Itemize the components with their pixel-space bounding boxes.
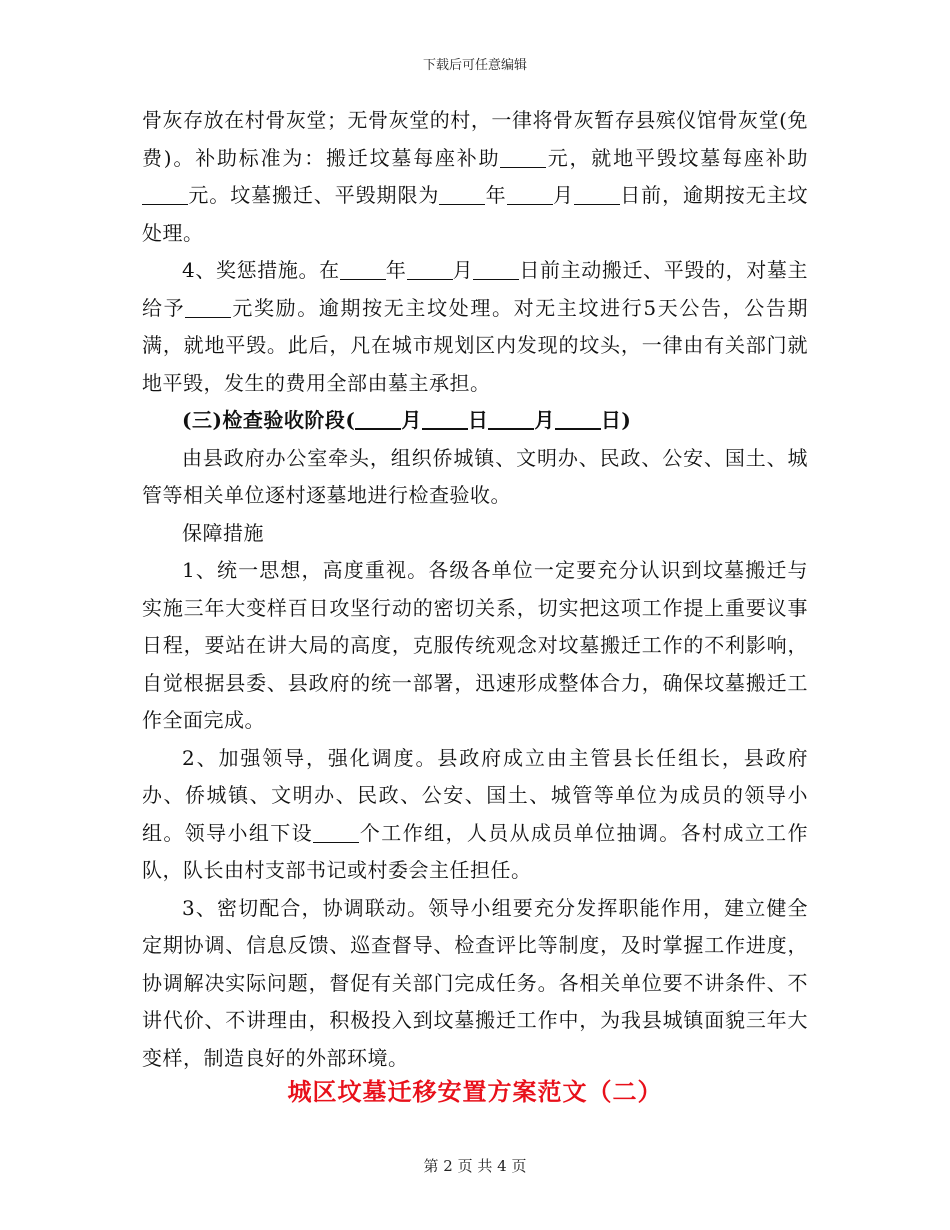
paragraph-measure-3: 3、密切配合，协调联动。领导小组要充分发挥职能作用，建立健全定期协调、信息反馈、巡查督导、检查评比等制度，及时掌握工作进度，协调解决实际问题，督促有关部门完成任务。各相关单位要不讲条件、不讲代价、不讲理由，积极投入到坟墓搬迁工作中，为我县城镇面貌三年大变样，制造良好的外部环境。 bbox=[142, 895, 808, 1070]
blank-field bbox=[500, 145, 546, 168]
paragraph-inspection: 由县政府办公室牵头，组织侨城镇、文明办、民政、公安、国土、城管等相关单位逐村逐墓地进行检查验收。 bbox=[142, 445, 808, 507]
page-footer: 第 2 页 共 4 页 bbox=[423, 1157, 527, 1175]
paragraph-subsidy: 骨灰存放在村骨灰堂；无骨灰堂的村，一律将骨灰暂存县殡仪馆骨灰堂(免费)。补助标准为：搬迁坟墓每座补助 元，就地平毁坟墓每座补助元。坟墓搬迁、平毁期限为 年 月 日前，逾期按无主坟处理。 bbox=[142, 108, 809, 245]
blank-field bbox=[555, 406, 601, 430]
page-header: 下载后可任意编辑 bbox=[422, 58, 527, 73]
blank-field bbox=[507, 182, 553, 205]
paragraph-measures-label: 保障措施 bbox=[182, 520, 264, 545]
blank-field bbox=[488, 406, 534, 430]
blank-field bbox=[313, 820, 359, 843]
blank-field bbox=[473, 257, 519, 280]
paragraph-measure-2: 2、加强领导，强化调度。县政府成立由主管县长任组长，县政府办、侨城镇、文明办、民政、公安、国土、城管等单位为成员的领导小组。领导小组下设 个工作组，人员从成员单位抽调。各村成立工作队，队长由村支部书记或村委会主任担任。 bbox=[142, 745, 809, 882]
blank-field bbox=[355, 406, 401, 430]
paragraph-measure-1: 1、统一思想，高度重视。各级各单位一定要充分认识到坟墓搬迁与实施三年大变样百日攻坚行动的密切关系，切实把这项工作提上重要议事日程，要站在讲大局的高度，克服传统观念对坟墓搬迁工作的不利影响，自觉根据县委、县政府的统一部署，迅速形成整体合力，确保坟墓搬迁工作全面完成。 bbox=[142, 558, 808, 732]
section-title: 城区坟墓迁移安置方案范文（二） bbox=[287, 1077, 663, 1106]
blank-field bbox=[340, 257, 386, 280]
blank-field bbox=[439, 182, 485, 205]
document-body bbox=[142, 102, 808, 1077]
blank-field bbox=[142, 182, 188, 205]
paragraph-rewards: 4、奖惩措施。在 年 月 日前主动搬迁、平毁的，对墓主给予 元奖励。逾期按无主坟处理。对无主坟进行5天公告，公告期满，就地平毁。此后，凡在城市规划区内发现的坟头，一律由有关部门就地平毁，发生的费用全部由墓主承担。 bbox=[142, 258, 809, 395]
blank-field bbox=[185, 295, 231, 318]
blank-field bbox=[407, 257, 453, 280]
blank-field bbox=[574, 182, 620, 205]
section-heading-inspection: (三)检查验收阶段( 月 日 月 日) bbox=[182, 408, 632, 432]
blank-field bbox=[422, 406, 468, 430]
